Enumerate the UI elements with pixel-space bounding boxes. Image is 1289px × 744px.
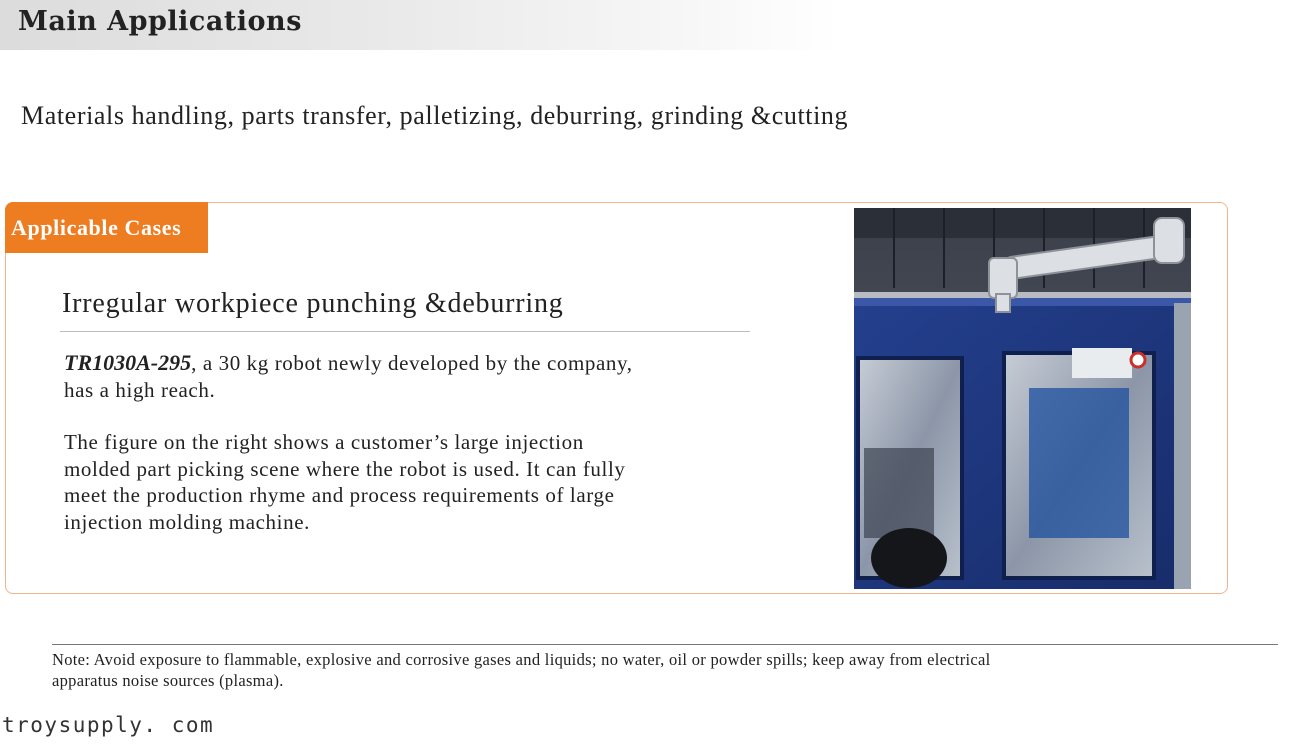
case-tag-label: Applicable Cases bbox=[11, 214, 182, 240]
note-divider bbox=[52, 644, 1278, 645]
divider bbox=[60, 331, 750, 332]
model-name: TR1030A-295 bbox=[64, 350, 192, 375]
watermark: troysupply. com bbox=[2, 713, 215, 737]
case-detail: The figure on the right shows a customer’s large injection molded part picking scene where the robot is used. It can fully meet the production rhyme and process requirements of large injection molding machine. bbox=[64, 430, 626, 534]
page-title: Main Applications bbox=[18, 6, 302, 37]
case-description bbox=[64, 350, 644, 403]
robot-photo bbox=[854, 208, 1191, 589]
case-description-rest: , a 30 kg robot newly developed by the company, has a high reach. bbox=[64, 351, 633, 402]
case-tag bbox=[5, 202, 208, 253]
case-heading: Irregular workpiece punching &deburring bbox=[62, 288, 564, 319]
note-text: Note: Avoid exposure to flammable, explosive and corrosive gases and liquids; no water, oil or powder spills; keep away from electrical apparatus noise sources (plasma). bbox=[52, 650, 991, 690]
applications-list: Materials handling, parts transfer, palletizing, deburring, grinding &cutting bbox=[21, 101, 849, 130]
